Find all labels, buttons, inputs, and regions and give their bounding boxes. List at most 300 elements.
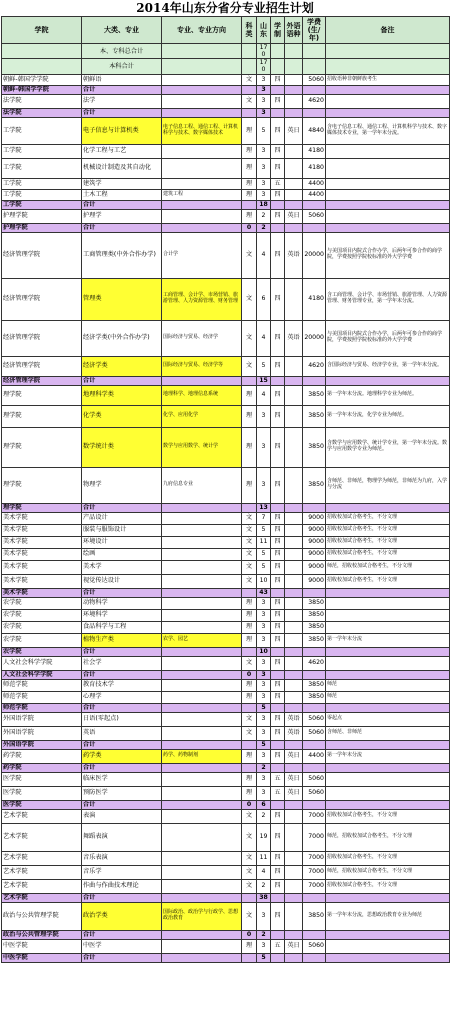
category-cell: 文: [242, 656, 257, 670]
quota-cell: 170: [257, 59, 271, 74]
category-cell: 文: [242, 574, 257, 588]
direction-cell: [162, 679, 242, 691]
header-cell: 科类: [242, 17, 257, 44]
language-cell: [285, 427, 303, 467]
tuition-cell: 7000: [303, 879, 326, 893]
language-cell: 英语: [285, 726, 303, 740]
category-cell: 文: [242, 524, 257, 536]
years-cell: 五: [271, 939, 285, 953]
remark-cell: 第一学年末分流，化学专业为师范。: [326, 405, 450, 427]
table-row: [2, 74, 450, 85]
table-row: [2, 879, 450, 893]
remark-cell: [326, 772, 450, 786]
quota-cell: 3: [257, 749, 271, 763]
major-cell: 英语: [82, 726, 162, 740]
years-cell: 四: [271, 512, 285, 524]
remark-cell: [326, 800, 450, 809]
major-cell: 合计: [82, 740, 162, 749]
remark-cell: 招收校加试合格考生，不分文理: [326, 548, 450, 560]
college-cell: 理学院: [2, 467, 82, 503]
quota-cell: 5: [257, 703, 271, 712]
direction-cell: [162, 503, 242, 512]
header-cell: 学院: [2, 17, 82, 44]
years-cell: [271, 893, 285, 902]
subtotal-row: [2, 588, 450, 597]
language-cell: [285, 144, 303, 158]
category-cell: [242, 588, 257, 597]
major-cell: 合计: [82, 763, 162, 772]
quota-cell: 15: [257, 376, 271, 385]
table-row: [2, 772, 450, 786]
quota-cell: 3: [257, 427, 271, 467]
table-row: [2, 427, 450, 467]
major-cell: 合计: [82, 376, 162, 385]
tuition-cell: 4180: [303, 158, 326, 178]
header-row: [2, 17, 450, 44]
quota-cell: 4: [257, 232, 271, 278]
direction-cell: [162, 609, 242, 621]
college-cell: 农学院: [2, 621, 82, 633]
college-cell: 农学院: [2, 633, 82, 647]
direction-cell: 工商管理、会计学、市场营销、旅游管理、人力资源管理、财务管理: [162, 278, 242, 320]
years-cell: 四: [271, 144, 285, 158]
header-cell: 专业、专业方向: [162, 17, 242, 44]
years-cell: [271, 376, 285, 385]
years-cell: [271, 953, 285, 962]
language-cell: [285, 851, 303, 865]
remark-cell: 第一学年末分流: [326, 749, 450, 763]
quota-cell: 4: [257, 320, 271, 356]
quota-cell: 3: [257, 712, 271, 726]
language-cell: [285, 740, 303, 749]
tuition-cell: 4620: [303, 356, 326, 376]
direction-cell: [162, 512, 242, 524]
category-cell: [242, 503, 257, 512]
major-cell: 合计: [82, 223, 162, 232]
major-cell: 合计: [82, 703, 162, 712]
direction-cell: [162, 726, 242, 740]
tuition-cell: [303, 740, 326, 749]
remark-cell: 招收校加试合格考生，不分文理: [326, 809, 450, 823]
remark-cell: [326, 94, 450, 108]
table-row: [2, 749, 450, 763]
header-cell: 学费(生/年): [303, 17, 326, 44]
category-cell: 文: [242, 865, 257, 879]
table-row: [2, 712, 450, 726]
remark-cell: 含师范、非师范，物理学为师范，非师范为九府，入学与分流: [326, 467, 450, 503]
category-cell: 0: [242, 800, 257, 809]
college-cell: [2, 59, 82, 74]
language-cell: [285, 512, 303, 524]
category-cell: 理: [242, 939, 257, 953]
years-cell: [271, 503, 285, 512]
college-cell: 政治与公共管理学院: [2, 930, 82, 939]
language-cell: [285, 503, 303, 512]
tuition-cell: [303, 85, 326, 94]
years-cell: [271, 85, 285, 94]
remark-cell: [326, 953, 450, 962]
major-cell: 合计: [82, 930, 162, 939]
table-row: [2, 679, 450, 691]
category-cell: 0: [242, 223, 257, 232]
category-cell: [242, 376, 257, 385]
major-cell: 教育技术学: [82, 679, 162, 691]
subtotal-row: [2, 223, 450, 232]
remark-cell: [326, 786, 450, 800]
tuition-cell: 3850: [303, 679, 326, 691]
college-cell: 工学院: [2, 189, 82, 200]
remark-cell: [326, 597, 450, 609]
major-cell: 合计: [82, 200, 162, 209]
tuition-cell: 9000: [303, 548, 326, 560]
college-cell: 美术学院: [2, 524, 82, 536]
language-cell: [285, 524, 303, 536]
major-cell: 电子信息与计算机类: [82, 117, 162, 144]
direction-cell: [162, 59, 242, 74]
major-cell: 管理类: [82, 278, 162, 320]
language-cell: [285, 633, 303, 647]
tuition-cell: [303, 44, 326, 59]
tuition-cell: [303, 647, 326, 656]
language-cell: [285, 356, 303, 376]
tuition-cell: 3850: [303, 902, 326, 930]
tuition-cell: 4400: [303, 749, 326, 763]
remark-cell: 师范: [326, 679, 450, 691]
major-cell: 合计: [82, 670, 162, 679]
college-cell: 护理学院: [2, 209, 82, 223]
remark-cell: [326, 740, 450, 749]
years-cell: 四: [271, 809, 285, 823]
language-cell: [285, 823, 303, 851]
remark-cell: [326, 763, 450, 772]
total-row: [2, 44, 450, 59]
college-cell: 中医学院: [2, 953, 82, 962]
direction-cell: [162, 800, 242, 809]
remark-cell: 招收校加试合格考生，不分文理: [326, 851, 450, 865]
remark-cell: [326, 44, 450, 59]
major-cell: 工商管理类(中外合作办学): [82, 232, 162, 278]
major-cell: 化学类: [82, 405, 162, 427]
header-cell: 备注: [326, 17, 450, 44]
quota-cell: 3: [257, 94, 271, 108]
language-cell: [285, 703, 303, 712]
table-body: [2, 44, 450, 963]
quota-cell: 5: [257, 740, 271, 749]
direction-cell: [162, 108, 242, 117]
college-cell: 美术学院: [2, 588, 82, 597]
college-cell: 农学院: [2, 609, 82, 621]
remark-cell: [326, 609, 450, 621]
direction-cell: [162, 94, 242, 108]
direction-cell: [162, 574, 242, 588]
years-cell: 四: [271, 117, 285, 144]
college-cell: 工学院: [2, 200, 82, 209]
direction-cell: 合计学: [162, 232, 242, 278]
college-cell: 人文社会科学学院: [2, 670, 82, 679]
quota-cell: 3: [257, 74, 271, 85]
remark-cell: [326, 223, 450, 232]
direction-cell: [162, 823, 242, 851]
language-cell: [285, 930, 303, 939]
quota-cell: 3: [257, 939, 271, 953]
years-cell: [271, 200, 285, 209]
category-cell: 文: [242, 560, 257, 574]
table-row: [2, 94, 450, 108]
language-cell: [285, 548, 303, 560]
language-cell: [285, 74, 303, 85]
major-cell: 地理科学类: [82, 385, 162, 405]
category-cell: 0: [242, 930, 257, 939]
direction-cell: [162, 893, 242, 902]
years-cell: 四: [271, 548, 285, 560]
category-cell: 文: [242, 536, 257, 548]
major-cell: 经济学类(中外合作办学): [82, 320, 162, 356]
category-cell: 理: [242, 679, 257, 691]
tuition-cell: [303, 800, 326, 809]
language-cell: [285, 865, 303, 879]
subtotal-row: [2, 503, 450, 512]
table-row: [2, 158, 450, 178]
college-cell: 工学院: [2, 158, 82, 178]
category-cell: 理: [242, 609, 257, 621]
direction-cell: [162, 376, 242, 385]
language-cell: [285, 385, 303, 405]
enrollment-plan-table: [1, 16, 450, 963]
language-cell: [285, 467, 303, 503]
years-cell: 四: [271, 278, 285, 320]
major-cell: 植物生产类: [82, 633, 162, 647]
language-cell: [285, 94, 303, 108]
quota-cell: 6: [257, 800, 271, 809]
remark-cell: [326, 621, 450, 633]
category-cell: 理: [242, 786, 257, 800]
language-cell: [285, 59, 303, 74]
major-cell: 绘画: [82, 548, 162, 560]
header-cell: 山东: [257, 17, 271, 44]
quota-cell: 13: [257, 503, 271, 512]
quota-cell: 3: [257, 108, 271, 117]
remark-cell: 招收校加试合格考生，不分文理: [326, 512, 450, 524]
remark-cell: 招收校加试合格考生，不分文理: [326, 574, 450, 588]
direction-cell: 数学与应用数学、统计学: [162, 427, 242, 467]
subtotal-row: [2, 740, 450, 749]
college-cell: [2, 44, 82, 59]
table-row: [2, 209, 450, 223]
tuition-cell: 3850: [303, 597, 326, 609]
tuition-cell: 9000: [303, 536, 326, 548]
category-cell: 理: [242, 209, 257, 223]
language-cell: [285, 178, 303, 189]
tuition-cell: [303, 670, 326, 679]
college-cell: 艺术学院: [2, 893, 82, 902]
tuition-cell: [303, 200, 326, 209]
major-cell: 心理学: [82, 691, 162, 703]
major-cell: 美术学: [82, 560, 162, 574]
direction-cell: [162, 85, 242, 94]
college-cell: 中医学院: [2, 939, 82, 953]
category-cell: 文: [242, 809, 257, 823]
tuition-cell: 5060: [303, 726, 326, 740]
major-cell: 食品科学与工程: [82, 621, 162, 633]
direction-cell: [162, 763, 242, 772]
header-cell: 大类、专业: [82, 17, 162, 44]
remark-cell: 第一学年末分流，思想政治教育专业为师范: [326, 902, 450, 930]
major-cell: 临床医学: [82, 772, 162, 786]
college-cell: 师范学院: [2, 679, 82, 691]
quota-cell: 3: [257, 786, 271, 800]
direction-cell: [162, 953, 242, 962]
remark-cell: 师范: [326, 691, 450, 703]
remark-cell: [326, 503, 450, 512]
remark-cell: [326, 144, 450, 158]
language-cell: [285, 223, 303, 232]
years-cell: 四: [271, 621, 285, 633]
years-cell: [271, 740, 285, 749]
table-row: [2, 512, 450, 524]
college-cell: 药学院: [2, 749, 82, 763]
major-cell: 建筑学: [82, 178, 162, 189]
subtotal-row: [2, 953, 450, 962]
category-cell: [242, 85, 257, 94]
language-cell: 英语: [285, 232, 303, 278]
direction-cell: [162, 536, 242, 548]
tuition-cell: 9000: [303, 574, 326, 588]
direction-cell: [162, 703, 242, 712]
tuition-cell: 5060: [303, 74, 326, 85]
category-cell: 文: [242, 278, 257, 320]
quota-cell: 3: [257, 158, 271, 178]
quota-cell: 3: [257, 772, 271, 786]
direction-cell: [162, 772, 242, 786]
category-cell: 文: [242, 879, 257, 893]
table-row: [2, 178, 450, 189]
quota-cell: 5: [257, 953, 271, 962]
language-cell: [285, 809, 303, 823]
college-cell: 艺术学院: [2, 823, 82, 851]
subtotal-row: [2, 703, 450, 712]
tuition-cell: 5060: [303, 209, 326, 223]
years-cell: 四: [271, 356, 285, 376]
subtotal-row: [2, 108, 450, 117]
quota-cell: 2: [257, 763, 271, 772]
direction-cell: [162, 691, 242, 703]
years-cell: 四: [271, 232, 285, 278]
years-cell: 四: [271, 74, 285, 85]
college-cell: 外国语学院: [2, 712, 82, 726]
category-cell: 理: [242, 178, 257, 189]
direction-cell: [162, 548, 242, 560]
remark-cell: 师范，招收校加试合格考生，不分文理: [326, 823, 450, 851]
language-cell: [285, 902, 303, 930]
major-cell: 社会学: [82, 656, 162, 670]
college-cell: 师范学院: [2, 703, 82, 712]
years-cell: 四: [271, 902, 285, 930]
major-cell: 朝鲜语: [82, 74, 162, 85]
remark-cell: 与美国项目内院式合作办学，后两年可参合作的商学院，学费按照学院校标准的外大学学费: [326, 232, 450, 278]
quota-cell: 4: [257, 865, 271, 879]
major-cell: 合计: [82, 503, 162, 512]
quota-cell: 3: [257, 726, 271, 740]
category-cell: 理: [242, 749, 257, 763]
college-cell: 朝鲜-韩国学学院: [2, 74, 82, 85]
language-cell: [285, 691, 303, 703]
direction-cell: [162, 597, 242, 609]
language-cell: [285, 536, 303, 548]
quota-cell: 3: [257, 902, 271, 930]
major-cell: 合计: [82, 85, 162, 94]
tuition-cell: [303, 953, 326, 962]
language-cell: [285, 376, 303, 385]
language-cell: [285, 953, 303, 962]
major-cell: 舞蹈表演: [82, 823, 162, 851]
category-cell: [242, 763, 257, 772]
table-row: [2, 536, 450, 548]
language-cell: 英日: [285, 209, 303, 223]
table-row: [2, 278, 450, 320]
years-cell: 五: [271, 772, 285, 786]
remark-cell: [326, 930, 450, 939]
table-row: [2, 726, 450, 740]
total-row: [2, 59, 450, 74]
quota-cell: 2: [257, 223, 271, 232]
years-cell: 四: [271, 209, 285, 223]
subtotal-row: [2, 670, 450, 679]
quota-cell: 18: [257, 200, 271, 209]
college-cell: 美术学院: [2, 536, 82, 548]
direction-cell: [162, 647, 242, 656]
years-cell: 四: [271, 158, 285, 178]
direction-cell: 地理科学、地理信息系统: [162, 385, 242, 405]
college-cell: 艺术学院: [2, 809, 82, 823]
category-cell: 文: [242, 94, 257, 108]
major-cell: 日语(零起点): [82, 712, 162, 726]
major-cell: 作曲与作曲技术理论: [82, 879, 162, 893]
direction-cell: [162, 588, 242, 597]
college-cell: 医学院: [2, 772, 82, 786]
tuition-cell: [303, 930, 326, 939]
category-cell: 文: [242, 712, 257, 726]
quota-cell: 11: [257, 851, 271, 865]
subtotal-row: [2, 800, 450, 809]
quota-cell: 170: [257, 44, 271, 59]
direction-cell: 农学、园艺: [162, 633, 242, 647]
tuition-cell: 4840: [303, 117, 326, 144]
category-cell: 理: [242, 621, 257, 633]
remark-cell: [326, 647, 450, 656]
category-cell: 文: [242, 726, 257, 740]
years-cell: 四: [271, 726, 285, 740]
quota-cell: 5: [257, 560, 271, 574]
tuition-cell: 3850: [303, 467, 326, 503]
direction-cell: [162, 223, 242, 232]
direction-cell: [162, 144, 242, 158]
quota-cell: 43: [257, 588, 271, 597]
quota-cell: 19: [257, 823, 271, 851]
direction-cell: [162, 939, 242, 953]
language-cell: 英日: [285, 749, 303, 763]
years-cell: 四: [271, 679, 285, 691]
remark-cell: 第一学年末分流: [326, 633, 450, 647]
college-cell: 政治与公共管理学院: [2, 902, 82, 930]
table-row: [2, 597, 450, 609]
remark-cell: 含工商管理、会计学、市场营销、旅游管理、人力资源管理、财务管理专业，第一学年末分流。: [326, 278, 450, 320]
major-cell: 合计: [82, 953, 162, 962]
college-cell: 法学院: [2, 94, 82, 108]
quota-cell: 2: [257, 209, 271, 223]
subtotal-row: [2, 376, 450, 385]
category-cell: 文: [242, 902, 257, 930]
remark-cell: 含数学与应用数学、统计学专业，第一学年末分流。数学与应用数学专业为师范。: [326, 427, 450, 467]
